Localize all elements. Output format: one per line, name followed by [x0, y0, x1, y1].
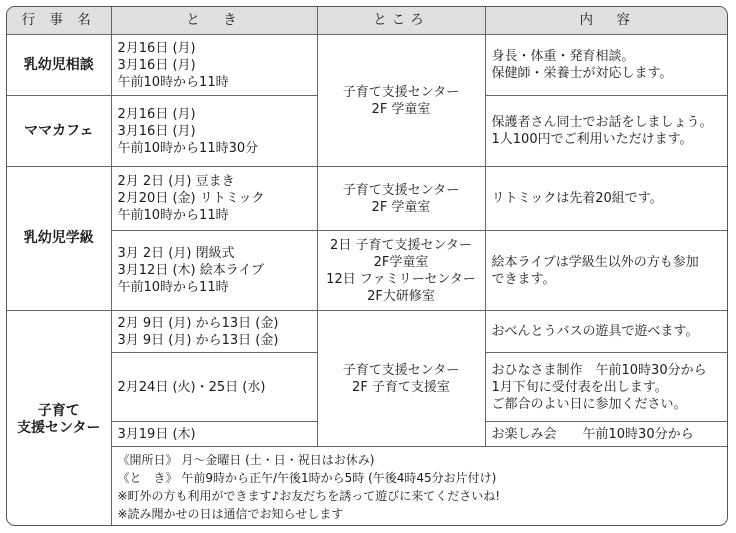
content-line: 保護者さん同士でお話をしましょう。: [491, 115, 713, 130]
content-cell: [485, 231, 728, 311]
when-line: 2月24日 (火)・25日 (水): [117, 379, 266, 395]
when-line: 3月12日 (木) 絵本ライブ: [117, 263, 264, 278]
content-line: お楽しみ会 午前10時30分から: [491, 426, 694, 442]
content-cell: [485, 311, 728, 353]
when-cell: [111, 353, 317, 422]
when-line: 3月 9日 (月) から13日 (金): [117, 332, 279, 348]
place-line: 12日 ファミリーセンター: [326, 271, 476, 287]
content-line: リトミックは先着20組です。: [491, 191, 663, 206]
place-line: 子育て支援センター: [342, 182, 460, 198]
content-cell: [485, 167, 728, 231]
when-cell: [111, 96, 317, 167]
place-cell: [317, 35, 485, 167]
header-where: ところ: [317, 7, 485, 35]
place-cell: [317, 167, 485, 231]
content-line: 保健師・栄養士が対応します。: [491, 66, 673, 81]
note-line: ※町外の方も利用ができます♪お友だちを誘って遊びに来てくださいね!: [117, 489, 501, 503]
content-line: 1月下旬に受付表を出します。: [491, 379, 668, 395]
when-line: 午前10時から11時: [117, 208, 229, 223]
when-cell: [111, 422, 317, 447]
content-cell: [485, 422, 728, 447]
when-line: 2月20日 (金) リトミック: [117, 191, 265, 206]
table-row: [7, 447, 728, 527]
schedule-table-frame: [6, 6, 728, 526]
content-line: 1人100円でご利用いただけます。: [491, 132, 693, 147]
note-line: ※読み聞かせの日は通信でお知らせします: [117, 507, 344, 521]
place-line: 2F 学童室: [371, 101, 431, 117]
when-line: 午前10時から11時: [117, 280, 229, 295]
content-line: 身長・体重・発育相談。: [491, 49, 635, 64]
when-cell: [111, 35, 317, 96]
note-line: 《と き》 午前9時から正午/午後1時から5時 (午後4時45分お片付け): [117, 471, 497, 485]
table-row: [7, 231, 728, 311]
when-cell: [111, 231, 317, 311]
content-line: おべんとうバスの遊具で遊べます。: [491, 324, 699, 339]
content-line: おひなさま制作 午前10時30分から: [491, 362, 707, 378]
when-line: 3月 2日 (月) 閉級式: [117, 246, 235, 261]
header-when: と き: [111, 7, 317, 35]
when-cell: [111, 311, 317, 353]
place-cell: [317, 311, 485, 447]
schedule-table: [7, 7, 728, 526]
event-name-line: 子育て: [37, 402, 80, 419]
event-name-nyuyoji-gakkyu: 乳幼児学級: [7, 167, 111, 311]
event-name-line: 支援センター: [17, 419, 101, 436]
place-line: 2F 学童室: [371, 199, 431, 215]
when-cell: [111, 167, 317, 231]
when-line: 午前10時から11時30分: [117, 140, 259, 156]
content-line: 絵本ライブは学級生以外の方も参加: [491, 254, 699, 270]
when-line: 午前10時から11時: [117, 74, 229, 90]
when-line: 3月16日 (月): [117, 123, 196, 139]
table-row: [7, 35, 728, 96]
when-line: 2月 2日 (月) 豆まき: [117, 174, 235, 189]
when-line: 2月 9日 (月) から13日 (金): [117, 315, 279, 331]
when-line: 3月16日 (月): [117, 57, 196, 73]
place-line: 2日 子育て支援センター: [330, 237, 472, 253]
header-event-name: 行 事 名: [7, 7, 111, 35]
place-line: 2F 子育て支援室: [352, 379, 450, 395]
place-line: 子育て支援センター: [342, 362, 460, 378]
place-line: 2F学童室: [373, 254, 429, 270]
table-row: [7, 311, 728, 353]
content-cell: [485, 353, 728, 422]
header-row: [7, 7, 728, 35]
table-row: [7, 167, 728, 231]
event-name-nyuyoji-soudan: 乳幼児相談: [7, 35, 111, 96]
note-line: 《開所日》 月～金曜日 (土・日・祝日はお休み): [117, 453, 375, 467]
when-line: 2月16日 (月): [117, 40, 196, 56]
notes-cell: [111, 447, 728, 527]
content-cell: [485, 96, 728, 167]
header-content: 内 容: [485, 7, 728, 35]
place-line: 2F大研修室: [367, 288, 435, 304]
event-name-kosodate-center: [7, 311, 111, 527]
place-cell: [317, 231, 485, 311]
when-line: 2月16日 (月): [117, 106, 196, 122]
event-name-mama-cafe: ママカフェ: [7, 96, 111, 167]
content-line: ご都合のよい日に参加ください。: [491, 396, 687, 412]
content-line: できます。: [491, 271, 556, 287]
place-line: 子育て支援センター: [342, 84, 460, 100]
when-line: 3月19日 (木): [117, 426, 196, 442]
content-cell: [485, 35, 728, 96]
